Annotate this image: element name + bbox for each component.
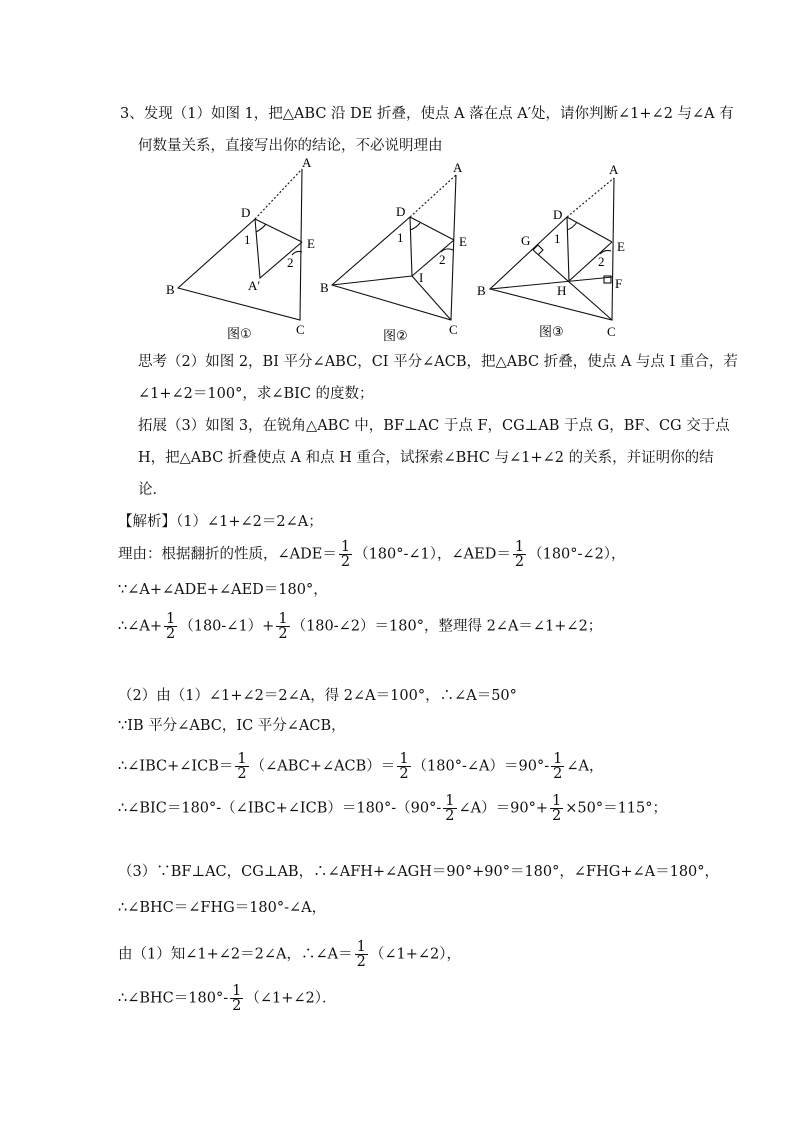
fig3-label-g: G <box>521 233 531 248</box>
q1-line1: 3、发现（1）如图 1，把△ABC 沿 DE 折叠，使点 A 落在点 A′处，请你判断∠1+∠2 与∠A 有 <box>120 106 734 122</box>
solution-reason-line: 理由：根据翻折的性质，∠ADE＝ $\frac{1}{2}$ （180°-∠1），∠AED＝ $\frac{1}{2}$ （180°-∠2）， <box>118 539 626 570</box>
q1-line2: 何数量关系，直接写出你的结论，不必说明理由 <box>138 138 443 154</box>
fig1-label-1: 1 <box>244 232 251 247</box>
figure-1 <box>178 169 302 320</box>
fig3-label-c: C <box>607 324 616 339</box>
solution-part3-conclusion: ∴∠BHC＝180°- $\frac{1}{2}$ （∠1+∠2）． <box>118 983 337 1014</box>
fig1-angle1-arc <box>256 224 266 232</box>
figure-2 <box>332 175 456 320</box>
fig3-fold-dashed <box>567 178 614 217</box>
solution-part3-bhc: ∴∠BHC＝∠FHG＝180°-∠A， <box>118 900 327 916</box>
solution-part1-header: 【解析】（1）∠1+∠2＝2∠A； <box>118 514 323 530</box>
fig2-label-i: I <box>419 270 424 285</box>
fig2-fold-line-de <box>410 217 454 240</box>
fig1-triangle-sides <box>178 169 302 320</box>
fig3-right-angle-g <box>533 245 543 255</box>
fig2-label-d: D <box>396 204 406 219</box>
fig2-di <box>410 217 412 276</box>
solution-part3-from1: 由（1）知∠1+∠2＝2∠A，∴∠A＝ $\frac{1}{2}$ （∠1+∠2）， <box>118 939 461 970</box>
fig3-triangle-sides <box>490 178 614 320</box>
solution-part2-bisect: ∵IB 平分∠ABC，IC 平分∠ACB， <box>118 718 346 734</box>
solution-part3-header: （3）∵BF⊥AC，CG⊥AB，∴∠AFH+∠AGH＝90°+90°＝180°，∠FHG+∠A＝180°， <box>118 864 720 880</box>
fig1-label-2: 2 <box>287 255 294 270</box>
fig3-eh <box>569 242 612 281</box>
fig3-label-d: D <box>553 207 563 222</box>
fig1-caption: 图① <box>227 327 252 342</box>
fig2-triangle-sides <box>332 175 456 320</box>
q3-line3: 论． <box>138 482 167 498</box>
fig2-label-2: 2 <box>439 252 446 267</box>
fig2-caption: 图② <box>383 329 408 344</box>
fig3-label-a: A <box>609 162 619 177</box>
fig3-bf <box>490 277 613 289</box>
solution-angle-sum: ∵∠A+∠ADE+∠AED＝180°， <box>118 582 328 598</box>
solution-part2-header: （2）由（1）∠1+∠2＝2∠A，得 2∠A＝100°，∴∠A＝50° <box>118 688 517 704</box>
fig1-fold-dashed <box>255 169 302 219</box>
figure-3 <box>490 178 614 320</box>
fig2-label-1: 1 <box>397 230 404 245</box>
fig2-ci <box>412 276 451 320</box>
fig3-dh <box>567 217 569 281</box>
fig2-label-e: E <box>459 234 467 249</box>
fig3-label-2: 2 <box>598 254 605 269</box>
q2-line2: ∠1+∠2＝100°，求∠BIC 的度数； <box>138 386 374 402</box>
fig3-label-h: H <box>557 283 567 298</box>
fig3-caption: 图③ <box>539 325 564 340</box>
solution-part1-derive: ∴∠A+ $\frac{1}{2}$ （180-∠1）+ $\frac{1}{2}$ （180-∠2）＝180°，整理得 2∠A＝∠1+∠2； <box>118 611 603 642</box>
fig1-label-aprime: A′ <box>248 278 261 293</box>
solution-part2-result: ∴∠BIC＝180°-（∠IBC+∠ICB）＝180°-（90°- $\frac{1}{2}$ ∠A）＝90°+ $\frac{1}{2}$ ×50°＝115°； <box>118 793 668 824</box>
fig1-label-a: A <box>302 155 312 170</box>
figures <box>0 155 794 345</box>
fig2-label-a: A <box>453 160 463 175</box>
fig3-label-1: 1 <box>554 231 561 246</box>
fig1-label-e: E <box>307 236 315 251</box>
fig3-label-f: F <box>615 276 623 291</box>
q2-line1: 思考（2）如图 2，BI 平分∠ABC，CI 平分∠ACB，把△ABC 折叠，使点 A 与点 I 重合，若 <box>138 354 738 370</box>
fig3-label-b: B <box>477 283 486 298</box>
fig3-angle1-arc <box>567 222 577 230</box>
fig3-fold-line-de <box>567 217 612 242</box>
fig2-label-b: B <box>320 280 329 295</box>
fig2-label-c: C <box>449 322 458 337</box>
fig1-fold-line-de <box>255 219 302 242</box>
solution-part2-sum: ∴∠IBC+∠ICB＝ $\frac{1}{2}$ （∠ABC+∠ACB）＝ $\frac{1}{2}$ （180°-∠A）＝90°- $\frac{1}{2}$ ∠A， <box>118 751 604 782</box>
fig1-label-c: C <box>296 322 305 337</box>
q3-line2: H，把△ABC 折叠使点 A 和点 H 重合，试探索∠BHC 与∠1+∠2 的关系，并证明你的结 <box>138 450 714 466</box>
fig2-bi <box>332 276 412 285</box>
fig1-label-b: B <box>166 282 175 297</box>
fig1-label-d: D <box>241 205 251 220</box>
fig2-angle1-arc <box>410 223 420 230</box>
fig3-label-e: E <box>617 239 625 254</box>
fig2-fold-dashed <box>410 175 456 217</box>
q3-line1: 拓展（3）如图 3，在锐角△ABC 中，BF⊥AC 于点 F，CG⊥AB 于点 G，BF、CG 交于点 <box>138 418 730 434</box>
